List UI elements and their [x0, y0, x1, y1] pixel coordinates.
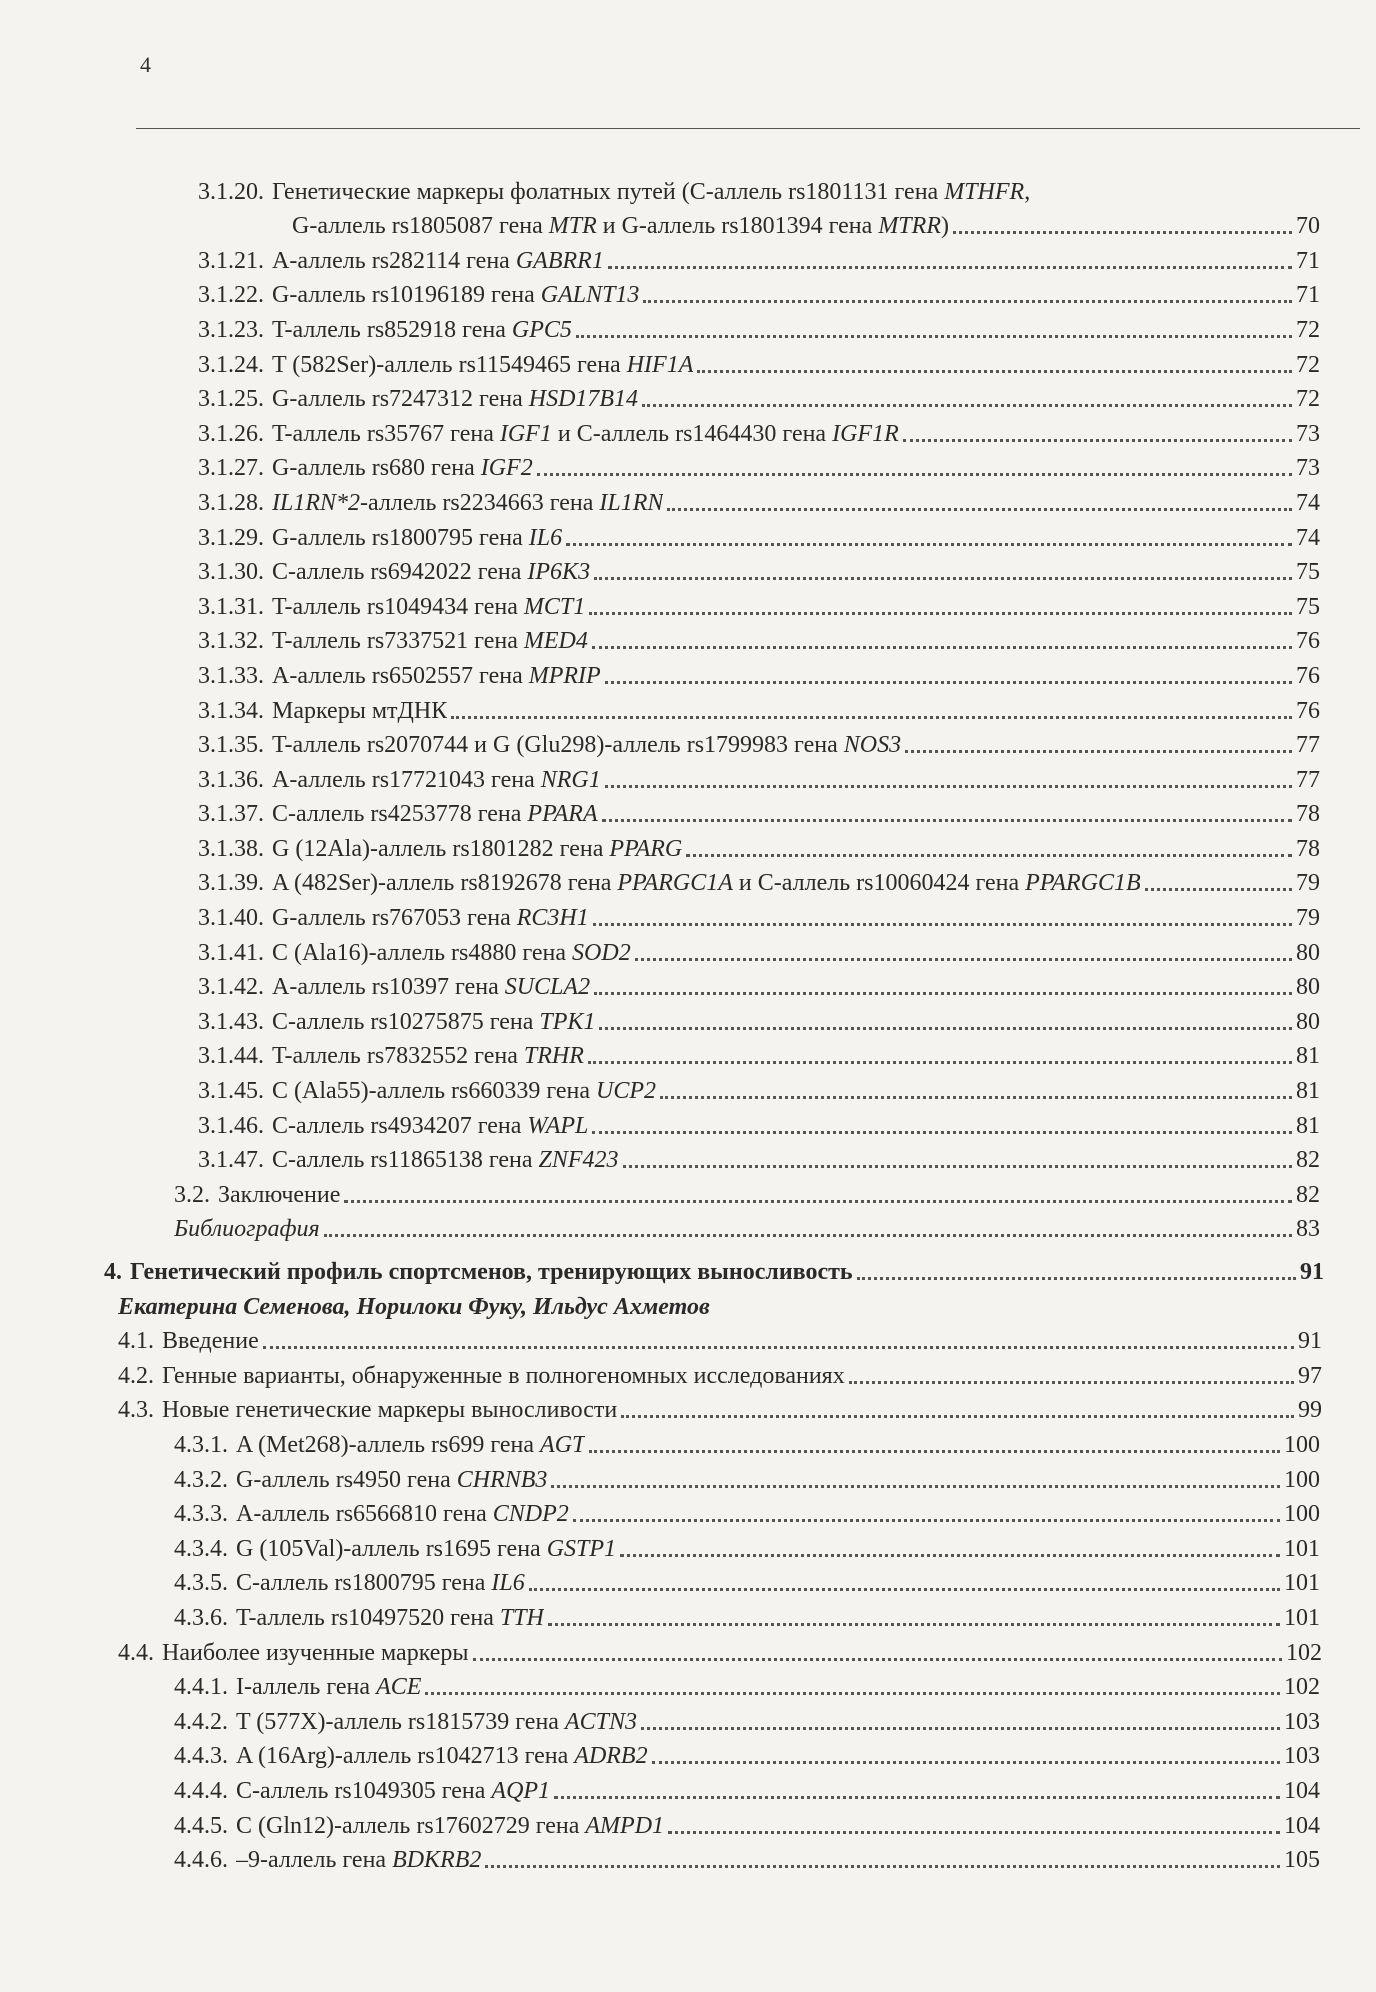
toc-entry-title: C-аллель rs10275875 гена TPK1: [272, 1008, 596, 1035]
dot-leader: [668, 1831, 1280, 1834]
toc-entry: [0, 864, 1376, 899]
dot-leader: [605, 785, 1292, 788]
toc-entry: [0, 1356, 1376, 1391]
toc-entry-title: IL1RN*2-аллель rs2234663 гена IL1RN: [272, 489, 664, 516]
toc-entry-number: 4.3.2.: [174, 1466, 228, 1493]
toc-entry: [0, 380, 1376, 415]
toc-entry-title: Генетический профиль спортсменов, тренирующих выносливость: [130, 1259, 853, 1285]
toc-entry-number: 3.1.27.: [198, 455, 264, 482]
toc-entry-title: C (Ala55)-аллель rs660339 гена UCP2: [272, 1078, 657, 1105]
dot-leader: [602, 819, 1292, 822]
toc-entry: [0, 726, 1376, 761]
toc-entry-page: 80: [1296, 1008, 1320, 1035]
toc-entry-number: 3.2.: [174, 1181, 210, 1208]
toc-entry: [0, 1106, 1376, 1141]
toc-entry-page: 102: [1286, 1639, 1322, 1666]
toc-entry-title: A (482Ser)-аллель rs8192678 гена PPARGC1A и C-аллель rs10060424 гена PPARGC1B: [272, 870, 1141, 897]
dot-leader: [594, 992, 1292, 995]
toc-entry-title: Библиография: [174, 1216, 320, 1243]
toc-entry: [0, 414, 1376, 449]
toc-entry-number: 3.1.44.: [198, 1043, 264, 1070]
toc-entry-title: Генные варианты, обнаруженные в полногеномных исследованиях: [162, 1362, 845, 1389]
toc-entry-page: 100: [1284, 1431, 1320, 1458]
dot-leader: [599, 1027, 1292, 1030]
toc-entry: [0, 968, 1376, 1003]
dot-leader: [903, 439, 1292, 442]
toc-entry: [0, 553, 1376, 588]
toc-entry: [0, 483, 1376, 518]
dot-leader: [473, 1658, 1282, 1661]
toc-entry-number: 4.3.5.: [174, 1570, 228, 1597]
toc-entry: [0, 1529, 1376, 1564]
dot-leader: [621, 1415, 1294, 1418]
toc-entry-title: A (16Arg)-аллель rs1042713 гена ADRB2: [236, 1743, 648, 1770]
toc-entry: [0, 1564, 1376, 1599]
toc-entry-title: G-аллель rs7247312 гена HSD17B14: [272, 386, 639, 413]
dot-leader: [529, 1588, 1280, 1591]
toc-entry: [0, 241, 1376, 276]
toc-entry-title: A-аллель rs17721043 гена NRG1: [272, 766, 601, 793]
dot-leader: [425, 1692, 1280, 1695]
toc-entry-title: Наиболее изученные маркеры: [162, 1639, 469, 1666]
toc-entry-number: 3.1.45.: [198, 1078, 264, 1105]
toc-entry: [0, 1806, 1376, 1841]
toc-entry-title: C (Gln12)-аллель rs17602729 гена AMPD1: [236, 1812, 665, 1839]
dot-leader: [857, 1277, 1296, 1280]
toc-entry: [0, 1425, 1376, 1460]
toc-entry-number: 4.3.3.: [174, 1501, 228, 1528]
dot-leader: [623, 1165, 1292, 1168]
toc-entry-title: T-аллель rs1049434 гена MCT1: [272, 593, 586, 620]
toc-entry-title: T-аллель rs7832552 гена TRHR: [272, 1043, 584, 1070]
toc-entry-title: C (Ala16)-аллель rs4880 гена SOD2: [272, 939, 631, 966]
dot-leader: [953, 231, 1292, 234]
toc-entry-number: 4.: [104, 1259, 122, 1285]
toc-entry-number: 3.1.31.: [198, 593, 264, 620]
toc-entry: [0, 1141, 1376, 1176]
toc-entry-page: 101: [1284, 1604, 1320, 1631]
toc-entry-page: 80: [1296, 939, 1320, 966]
toc-entry: [0, 1287, 1376, 1322]
toc-entry-title: C-аллель rs6942022 гена IP6K3: [272, 559, 591, 586]
toc-entry-title: Новые генетические маркеры выносливости: [162, 1397, 618, 1424]
toc-entry-title: G-аллель rs4950 гена CHRNB3: [236, 1466, 548, 1493]
toc-entry: [0, 276, 1376, 311]
toc-entry-page: 101: [1284, 1535, 1320, 1562]
toc-entry-page: 74: [1296, 489, 1320, 516]
toc-entry-title: C-аллель rs1049305 гена AQP1: [236, 1777, 551, 1804]
toc-entry-number: 3.1.26.: [198, 420, 264, 447]
toc-entry-page: 83: [1296, 1216, 1320, 1243]
toc-entry-number: 4.4.1.: [174, 1674, 228, 1701]
dot-leader: [608, 266, 1292, 269]
dot-leader: [573, 1519, 1280, 1522]
toc-entry-page: 72: [1296, 386, 1320, 413]
header-rule: [136, 128, 1360, 129]
toc-entry-page: 91: [1300, 1259, 1324, 1285]
dot-leader: [697, 370, 1292, 373]
toc-entry-title: C-аллель rs11865138 гена ZNF423: [272, 1147, 619, 1174]
toc-entry: [0, 1598, 1376, 1633]
toc-entry: [0, 1252, 1376, 1287]
dot-leader: [548, 1623, 1280, 1626]
toc-entry-number: 4.4.2.: [174, 1708, 228, 1735]
toc-entry-page: 77: [1296, 732, 1320, 759]
toc-entry-number: 3.1.43.: [198, 1008, 264, 1035]
toc-entry-number: 3.1.46.: [198, 1112, 264, 1139]
toc-entry-page: 104: [1284, 1812, 1320, 1839]
toc-entry-number: 3.1.39.: [198, 870, 264, 897]
toc-entry-number: 4.4.6.: [174, 1847, 228, 1874]
toc-entry-page: 100: [1284, 1466, 1320, 1493]
dot-leader: [344, 1200, 1292, 1203]
toc-entry-title: A-аллель rs6566810 гена CNDP2: [236, 1501, 569, 1528]
toc-entry-page: 72: [1296, 351, 1320, 378]
toc-entry-page: 72: [1296, 316, 1320, 343]
toc-entry: [0, 1391, 1376, 1426]
toc-entry-page: 97: [1298, 1362, 1322, 1389]
toc-entry-page: 75: [1296, 593, 1320, 620]
toc-entry-title: A (Met268)-аллель rs699 гена AGT: [236, 1431, 586, 1458]
toc-entry-page: 82: [1296, 1147, 1320, 1174]
toc-entry-page: 81: [1296, 1112, 1320, 1139]
toc-entry-title: Заключение: [218, 1181, 341, 1208]
toc-entry-page: 76: [1296, 628, 1320, 655]
toc-entry: [0, 1668, 1376, 1703]
chapter-authors: Екатерина Семенова, Норилоки Фуку, Ильдус Ахметов: [118, 1293, 710, 1320]
toc-entry-title: G-аллель rs767053 гена RC3H1: [272, 905, 589, 932]
toc-entry: [0, 691, 1376, 726]
toc-entry-page: 78: [1296, 835, 1320, 862]
toc-entry-number: 3.1.25.: [198, 386, 264, 413]
toc-entry-number: 3.1.32.: [198, 628, 264, 655]
toc-entry-page: 79: [1296, 905, 1320, 932]
dot-leader: [620, 1554, 1280, 1557]
toc-entry-page: 75: [1296, 559, 1320, 586]
toc-entry-page: 101: [1284, 1570, 1320, 1597]
dot-leader: [1145, 888, 1292, 891]
toc-entry: [0, 1322, 1376, 1357]
toc-entry-page: 100: [1284, 1501, 1320, 1528]
toc-entry: [0, 829, 1376, 864]
toc-entry-number: 4.3.4.: [174, 1535, 228, 1562]
dot-leader: [485, 1865, 1280, 1868]
toc-entry: [0, 1495, 1376, 1530]
toc-entry-title: G-аллель rs1800795 гена IL6: [272, 524, 563, 551]
dot-leader: [589, 1450, 1280, 1453]
toc-entry-number: 4.3.: [118, 1397, 154, 1424]
toc-entry-number: 3.1.24.: [198, 351, 264, 378]
dot-leader: [537, 473, 1292, 476]
dot-leader: [594, 577, 1292, 580]
toc-entry-page: 104: [1284, 1777, 1320, 1804]
toc-entry-number: 4.4.3.: [174, 1743, 228, 1770]
toc-entry-title: C-аллель rs1800795 гена IL6: [236, 1570, 525, 1597]
toc-entry-title: A-аллель rs282114 гена GABRR1: [272, 247, 604, 274]
toc-entry-number: 3.1.35.: [198, 732, 264, 759]
toc-entry: [0, 1071, 1376, 1106]
toc-entry-title: T-аллель rs7337521 гена MED4: [272, 628, 588, 655]
toc-entry-number: 3.1.34.: [198, 697, 264, 724]
toc-entry-page: 73: [1296, 420, 1320, 447]
toc-entry-number: 4.2.: [118, 1362, 154, 1389]
toc-entry-title: C-аллель rs4253778 гена PPARA: [272, 801, 598, 828]
toc-entry-page: 78: [1296, 801, 1320, 828]
toc-entry-number: 3.1.37.: [198, 801, 264, 828]
toc-entry: [0, 310, 1376, 345]
toc-entry-page: 71: [1296, 282, 1320, 309]
toc-entry-page: 105: [1284, 1847, 1320, 1874]
dot-leader: [566, 543, 1292, 546]
toc-entry-page: 79: [1296, 870, 1320, 897]
toc-entry-number: 4.4.5.: [174, 1812, 228, 1839]
toc-entry-title: T (582Ser)-аллель rs11549465 гена HIF1A: [272, 351, 694, 378]
toc-entry-title: A-аллель rs6502557 гена MPRIP: [272, 662, 601, 689]
toc-entry-number: 3.1.23.: [198, 316, 264, 343]
toc-entry-title: G (105Val)-аллель rs1695 гена GSTP1: [236, 1535, 617, 1562]
toc-entry-page: 81: [1296, 1078, 1320, 1105]
toc-entry: [0, 1841, 1376, 1876]
dot-leader: [660, 1096, 1292, 1099]
toc-entry-page: 73: [1296, 455, 1320, 482]
toc-entry-page: 82: [1296, 1181, 1320, 1208]
toc-entry: [0, 1460, 1376, 1495]
toc-entry-title: Генетические маркеры фолатных путей (C-аллель rs1801131 гена MTHFR,: [272, 178, 1031, 205]
toc-entry-title: G-аллель rs1805087 гена MTR и G-аллель rs1801394 гена MTRR): [292, 213, 949, 240]
toc-entry: [0, 898, 1376, 933]
toc-entry-page: 103: [1284, 1743, 1320, 1770]
toc-entry-number: 4.4.: [118, 1639, 154, 1666]
toc-entry: [0, 760, 1376, 795]
toc-entry-page: 99: [1298, 1397, 1322, 1424]
toc-entry-number: 3.1.28.: [198, 489, 264, 516]
dot-leader: [641, 1727, 1280, 1730]
toc-entry-number: 3.1.22.: [198, 282, 264, 309]
toc-entry-number: 3.1.36.: [198, 766, 264, 793]
dot-leader: [551, 1485, 1280, 1488]
toc-entry: [0, 449, 1376, 484]
toc-entry-page: 81: [1296, 1043, 1320, 1070]
dot-leader: [849, 1381, 1294, 1384]
table-of-contents: [0, 172, 1376, 1875]
toc-entry-title: I-аллель гена ACE: [236, 1674, 422, 1701]
toc-entry: [0, 345, 1376, 380]
toc-entry-title: Маркеры мтДНК: [272, 697, 448, 724]
dot-leader: [686, 854, 1292, 857]
toc-entry-title: G-аллель rs10196189 гена GALNT13: [272, 282, 640, 309]
toc-entry: [0, 1737, 1376, 1772]
toc-entry-title: –9-аллель гена BDKRB2: [236, 1847, 482, 1874]
toc-entry-page: 71: [1296, 247, 1320, 274]
dot-leader: [635, 958, 1292, 961]
toc-entry: [0, 1702, 1376, 1737]
toc-entry: [0, 1633, 1376, 1668]
toc-entry-page: 103: [1284, 1708, 1320, 1735]
toc-entry: [0, 1037, 1376, 1072]
toc-entry-page: 91: [1298, 1328, 1322, 1355]
toc-entry-number: 4.4.4.: [174, 1777, 228, 1804]
toc-entry: [0, 172, 1376, 207]
toc-entry-page: 74: [1296, 524, 1320, 551]
toc-entry: [0, 207, 1376, 242]
toc-entry: [0, 1771, 1376, 1806]
toc-entry: [0, 656, 1376, 691]
toc-entry-number: 3.1.20.: [198, 178, 264, 205]
toc-entry-number: 4.3.6.: [174, 1604, 228, 1631]
dot-leader: [451, 716, 1292, 719]
toc-entry-title: G (12Ala)-аллель rs1801282 гена PPARG: [272, 835, 683, 862]
dot-leader: [605, 681, 1292, 684]
dot-leader: [643, 300, 1292, 303]
toc-entry-title: Введение: [162, 1328, 259, 1355]
toc-entry-page: 70: [1296, 213, 1320, 240]
dot-leader: [554, 1796, 1280, 1799]
toc-entry: [0, 1002, 1376, 1037]
dot-leader: [593, 923, 1292, 926]
toc-entry-number: 3.1.40.: [198, 905, 264, 932]
dot-leader: [324, 1234, 1292, 1237]
dot-leader: [589, 612, 1292, 615]
dot-leader: [576, 335, 1292, 338]
toc-entry-number: 3.1.47.: [198, 1147, 264, 1174]
toc-entry: [0, 622, 1376, 657]
toc-entry-number: 3.1.41.: [198, 939, 264, 966]
dot-leader: [592, 1131, 1292, 1134]
toc-entry: [0, 795, 1376, 830]
toc-entry: [0, 1210, 1376, 1245]
dot-leader: [592, 646, 1292, 649]
toc-entry-number: 3.1.30.: [198, 559, 264, 586]
toc-entry-number: 3.1.33.: [198, 662, 264, 689]
toc-entry-page: 76: [1296, 697, 1320, 724]
toc-entry-page: 102: [1284, 1674, 1320, 1701]
toc-entry-title: T-аллель rs2070744 и G (Glu298)-аллель rs1799983 гена NOS3: [272, 732, 902, 759]
toc-entry-page: 76: [1296, 662, 1320, 689]
toc-entry: [0, 518, 1376, 553]
toc-entry-title: T (577X)-аллель rs1815739 гена ACTN3: [236, 1708, 637, 1735]
toc-entry-page: 80: [1296, 974, 1320, 1001]
dot-leader: [905, 750, 1292, 753]
toc-entry: [0, 933, 1376, 968]
toc-entry-number: 4.3.1.: [174, 1431, 228, 1458]
dot-leader: [263, 1346, 1294, 1349]
toc-entry: [0, 1175, 1376, 1210]
dot-leader: [652, 1761, 1280, 1764]
toc-entry-title: T-аллель rs10497520 гена TTH: [236, 1604, 544, 1631]
toc-entry-title: T-аллель rs35767 гена IGF1 и C-аллель rs1464430 гена IGF1R: [272, 420, 899, 447]
toc-entry-title: A-аллель rs10397 гена SUCLA2: [272, 974, 591, 1001]
toc-entry-title: T-аллель rs852918 гена GPC5: [272, 316, 572, 343]
toc-entry-number: 3.1.21.: [198, 247, 264, 274]
toc-entry-title: G-аллель rs680 гена IGF2: [272, 455, 533, 482]
toc-entry-number: 3.1.42.: [198, 974, 264, 1001]
toc-entry-page: 77: [1296, 766, 1320, 793]
toc-entry-title: C-аллель rs4934207 гена WAPL: [272, 1112, 589, 1139]
dot-leader: [588, 1061, 1292, 1064]
dot-leader: [642, 404, 1292, 407]
toc-entry-number: 3.1.29.: [198, 524, 264, 551]
dot-leader: [667, 508, 1292, 511]
toc-entry: [0, 587, 1376, 622]
page-number: 4: [140, 52, 151, 77]
toc-entry-number: 4.1.: [118, 1328, 154, 1355]
toc-entry-number: 3.1.38.: [198, 835, 264, 862]
